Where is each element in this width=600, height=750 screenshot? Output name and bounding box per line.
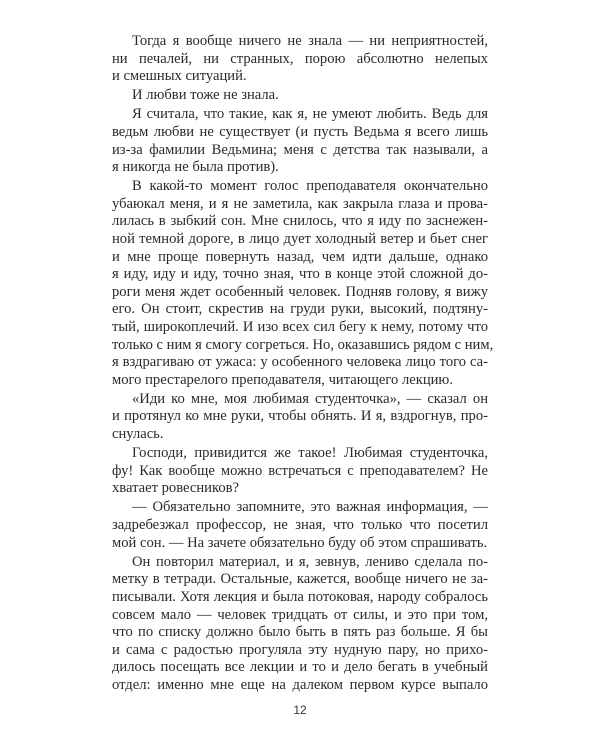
text-line: мой сон. — На зачете обязательно буду об этом спрашивать. — [112, 534, 488, 551]
paragraph — [112, 33, 488, 86]
text-line: дилось посещать все лекции и то и дело бегать в учебный — [112, 659, 488, 676]
text-line: что по списку должно было быть в пять раз больше. Я бы — [112, 624, 488, 641]
text-line: И любви тоже не знала. — [132, 87, 279, 104]
text-line: В какой-то момент голос преподавателя окончательно — [132, 178, 488, 195]
text-line: Я считала, что такие, как я, не умеют любить. Ведь для — [132, 106, 488, 123]
text-line: я иду, иду и иду, точно зная, что в конце этой сложной до- — [112, 266, 488, 283]
text-line: Он повторил материал, и я, зевнув, лениво сделала по- — [132, 553, 488, 570]
paragraph — [112, 178, 494, 389]
text-line: совсем мало — человек тридцать от силы, и это при том, — [112, 606, 488, 623]
text-line: я никогда не была против). — [112, 159, 279, 176]
paragraph — [112, 499, 488, 552]
text-line: Господи, привидится же такое! Любимая студенточка, — [132, 445, 488, 462]
text-line: снулась. — [112, 426, 164, 443]
paragraph — [112, 87, 488, 105]
text-line: писывали. Хотя лекция и была потоковая, народу собралось — [112, 588, 488, 605]
text-line: отдел: именно мне еще на далеком первом курсе выпало — [112, 676, 488, 693]
text-line: роги меня ждет особенный человек. Подняв голову, я вижу — [112, 283, 488, 300]
text-line: фу! Как вообще можно встречаться с преподавателем? Не — [112, 462, 488, 479]
text-line: задребезжал профессор, не зная, что только что посетил — [112, 517, 488, 534]
text-line: его. Он стоит, скрестив на груди руки, высокий, подтяну- — [112, 301, 488, 318]
text-line: и смешных ситуаций. — [112, 68, 247, 85]
text-line: ведьм любви не существует (и пусть Ведьма я всего лишь — [112, 123, 488, 140]
text-line: я вздрагиваю от ужаса: у особенного человека лицо того са- — [112, 354, 488, 371]
text-line: тый, широкоплечий. И изо всех сил бегу к нему, потому что — [112, 319, 488, 335]
text-line: мого престарелого преподавателя, читающего лекцию. — [112, 371, 453, 388]
text-line: только с ним я смогу согреться. Но, оказавшись рядом с ним, — [112, 336, 494, 353]
text-line: ной темной дороге, в лицо дует холодный ветер и бьет снег — [112, 231, 488, 248]
text-line: и сама с радостью прогуляла эту нудную пару, но прихо- — [112, 641, 488, 658]
text-line: из-за фамилии Ведьмина; меня с детства так называли, а — [112, 141, 488, 158]
book-page-text — [112, 33, 494, 696]
paragraph — [112, 445, 488, 498]
paragraph — [112, 391, 488, 444]
text-line: «Иди ко мне, моя любимая студенточка», — сказал он — [132, 390, 488, 407]
text-line: убаюкал меня, и я не заметила, как закрыла глаза и прова- — [112, 195, 488, 212]
text-line: хватает ровесников? — [112, 480, 239, 497]
text-line: и протянул ко мне руки, чтобы обнять. И я, вздрогнув, про- — [112, 408, 488, 425]
text-line: — Обязательно запомните, это важная информация, — — [132, 499, 488, 516]
paragraph — [112, 554, 488, 695]
text-line: лилась в зыбкий сон. Мне снилось, что я иду по заснежен- — [112, 213, 488, 230]
text-line: ни печалей, ни странных, порою абсолютно нелепых — [112, 50, 488, 67]
text-line: метку в тетради. Остальные, кажется, вообще ничего не за- — [112, 571, 488, 588]
paragraph — [112, 106, 488, 176]
text-line: и мне проще повернуть назад, чем идти дальше, однако — [112, 248, 488, 265]
text-line: Тогда я вообще ничего не знала — ни неприятностей, — [132, 33, 488, 49]
page-number: 12 — [293, 703, 307, 717]
